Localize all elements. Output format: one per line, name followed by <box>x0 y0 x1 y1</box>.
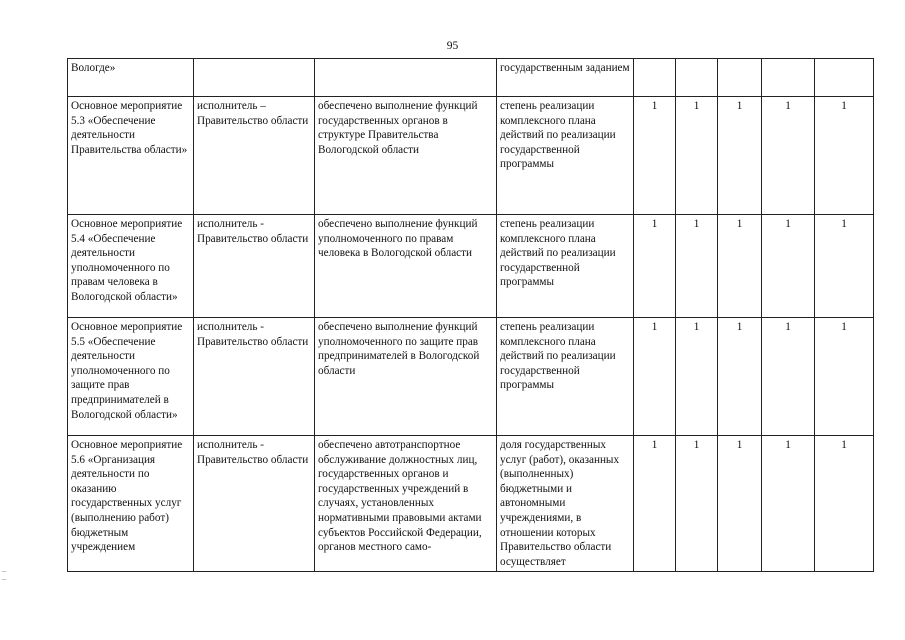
value-cell: 1 <box>634 436 676 572</box>
value-cell: 1 <box>718 97 762 215</box>
table-row <box>68 59 874 97</box>
value-cell: 1 <box>634 318 676 436</box>
value-cell: 1 <box>762 97 815 215</box>
result-cell: обеспечено автотранспортное обслуживание должностных лиц, государственных органов и государственных учреждений в случаях, установленных нормативными правовыми актами субъектов Российской Федерации, органов местного само- <box>315 436 497 572</box>
value-cell: 1 <box>815 318 874 436</box>
value-cell: 1 <box>634 97 676 215</box>
indicator-cell: степень реализации комплексного плана действий по реализации государственной программы <box>497 97 634 215</box>
value-cell: 1 <box>762 436 815 572</box>
result-cell <box>315 59 497 97</box>
value-cell: 1 <box>676 318 718 436</box>
measure-cell: Основное мероприятие 5.4 «Обеспечение деятельности уполномоченного по правам человека в Вологодской области» <box>68 215 194 318</box>
value-cell: 1 <box>718 318 762 436</box>
value-cell <box>815 59 874 97</box>
value-cell: 1 <box>815 436 874 572</box>
table-row <box>68 318 874 436</box>
indicator-cell: государственным заданием <box>497 59 634 97</box>
value-cell: 1 <box>718 436 762 572</box>
value-cell: 1 <box>718 215 762 318</box>
value-cell: 1 <box>762 318 815 436</box>
indicator-cell: доля государственных услуг (работ), оказанных (выполненных) бюджетными и автономными учреждениями, в отношении которых Правительство области осуществляет <box>497 436 634 572</box>
executor-cell: исполнитель – Правительство области <box>194 97 315 215</box>
indicator-cell: степень реализации комплексного плана действий по реализации государственной программы <box>497 318 634 436</box>
value-cell: 1 <box>676 97 718 215</box>
value-cell <box>762 59 815 97</box>
measure-cell: Основное мероприятие 5.6 «Организация деятельности по оказанию государственных услуг (выполнению работ) бюджетным учреждением <box>68 436 194 572</box>
measure-cell: Основное мероприятие 5.5 «Обеспечение деятельности уполномоченного по защите прав предпринимателей в Вологодской области» <box>68 318 194 436</box>
value-cell <box>718 59 762 97</box>
page-number: 95 <box>446 40 459 52</box>
table-row <box>68 436 874 572</box>
executor-cell <box>194 59 315 97</box>
value-cell: 1 <box>676 436 718 572</box>
measure-cell: Вологде» <box>68 59 194 97</box>
margin-mark: – <box>2 574 7 584</box>
value-cell: 1 <box>676 215 718 318</box>
value-cell: 1 <box>815 215 874 318</box>
executor-cell: исполнитель - Правительство области <box>194 436 315 572</box>
result-cell: обеспечено выполнение функций уполномоченного по защите прав предпринимателей в Вологодской области <box>315 318 497 436</box>
measure-cell: Основное мероприятие 5.3 «Обеспечение деятельности Правительства области» <box>68 97 194 215</box>
value-cell <box>634 59 676 97</box>
measures-table <box>67 58 874 572</box>
result-cell: обеспечено выполнение функций государственных органов в структуре Правительства Вологодской области <box>315 97 497 215</box>
margin-mark: – <box>2 566 7 576</box>
value-cell <box>676 59 718 97</box>
executor-cell: исполнитель - Правительство области <box>194 318 315 436</box>
value-cell: 1 <box>815 97 874 215</box>
indicator-cell: степень реализации комплексного плана действий по реализации государственной программы <box>497 215 634 318</box>
result-cell: обеспечено выполнение функций уполномоченного по правам человека в Вологодской области <box>315 215 497 318</box>
table-row <box>68 97 874 215</box>
executor-cell: исполнитель - Правительство области <box>194 215 315 318</box>
value-cell: 1 <box>762 215 815 318</box>
table-row <box>68 215 874 318</box>
value-cell: 1 <box>634 215 676 318</box>
